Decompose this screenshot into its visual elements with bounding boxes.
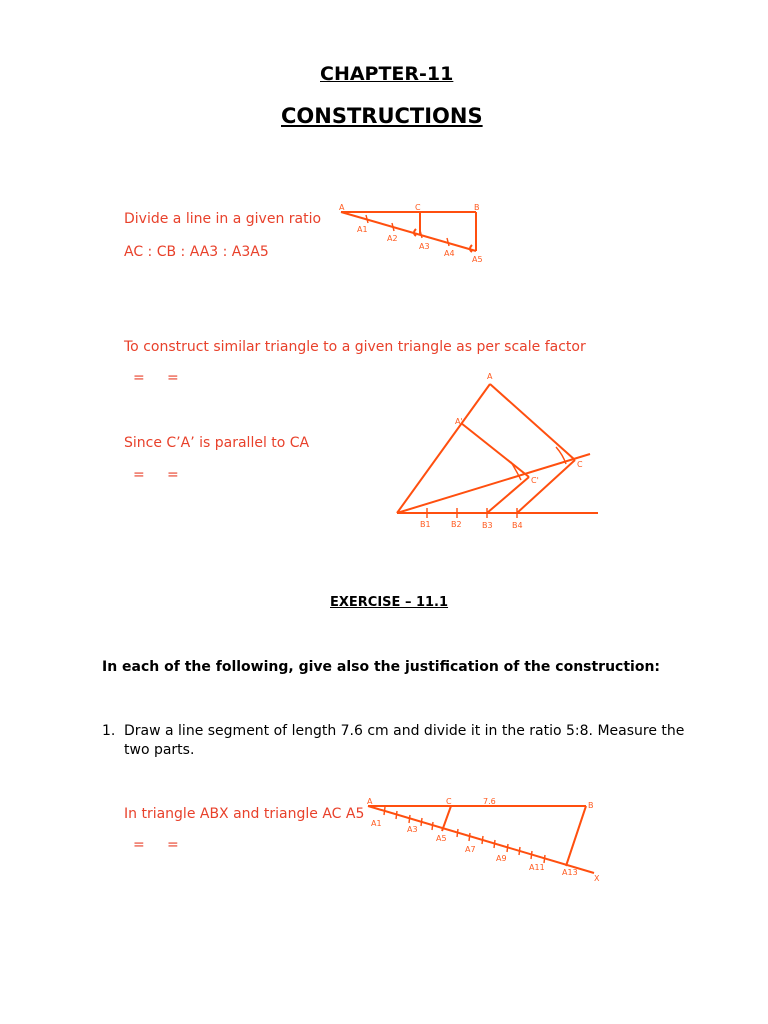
fig2-label-c: C	[577, 460, 583, 469]
fig1-label-a4: A4	[444, 249, 455, 258]
section1-line1: Divide a line in a given ratio	[124, 211, 322, 227]
section2-line1: To construct similar triangle to a given triangle as per scale factor	[124, 339, 586, 355]
fig3-label-a: A	[367, 797, 373, 806]
fig3-label-x: X	[594, 874, 600, 883]
fig1-label-a3: A3	[419, 242, 430, 251]
fig1-label-b: B	[474, 203, 480, 212]
section2-line2: Since C’A’ is parallel to CA	[124, 435, 310, 451]
answer-eq: = =	[133, 837, 179, 853]
fig3-label-a1: A1	[371, 819, 382, 828]
fig1-label-a1: A1	[357, 225, 368, 234]
fig1-label-c: C	[415, 203, 421, 212]
fig2-label-b1: B1	[420, 520, 431, 529]
section2-eq2: = =	[133, 467, 179, 483]
section1-line2: AC : CB : AA3 : A3A5	[124, 244, 269, 260]
fig3-label-a13: A13	[562, 868, 578, 877]
exercise-heading: EXERCISE – 11.1	[330, 595, 449, 610]
fig3-label-a9: A9	[496, 854, 507, 863]
fig2-label-a-prime: A'	[455, 417, 463, 426]
fig1-label-a: A	[339, 203, 345, 212]
question-number: 1.	[102, 723, 116, 739]
fig2-label-b4: B4	[512, 521, 523, 530]
fig3-label-a11: A11	[529, 863, 545, 872]
fig3-label-a7: A7	[465, 845, 476, 854]
question-1-line2: two parts.	[124, 742, 195, 758]
fig3-label-c: C	[446, 797, 452, 806]
question-1-line1: Draw a line segment of length 7.6 cm and divide it in the ratio 5:8. Measure the	[124, 723, 685, 739]
fig2-label-a: A	[487, 372, 493, 381]
fig3-label-a5: A5	[436, 834, 447, 843]
fig1-label-a2: A2	[387, 234, 398, 243]
fig3-label-length: 7.6	[483, 797, 496, 806]
section2-eq1: = =	[133, 370, 179, 386]
fig2-label-b2: B2	[451, 520, 462, 529]
fig3-label-b: B	[588, 801, 594, 810]
fig2-label-c-prime: C'	[531, 476, 539, 485]
chapter-heading: CHAPTER-11	[320, 63, 454, 85]
answer-line: In triangle ABX and triangle AC A5	[124, 806, 365, 822]
exercise-instruction: In each of the following, give also the justification of the construction:	[102, 659, 661, 675]
fig3-label-a3: A3	[407, 825, 418, 834]
fig2-label-b3: B3	[482, 521, 493, 530]
fig1-label-a5: A5	[472, 255, 483, 264]
page-title: CONSTRUCTIONS	[281, 104, 483, 128]
